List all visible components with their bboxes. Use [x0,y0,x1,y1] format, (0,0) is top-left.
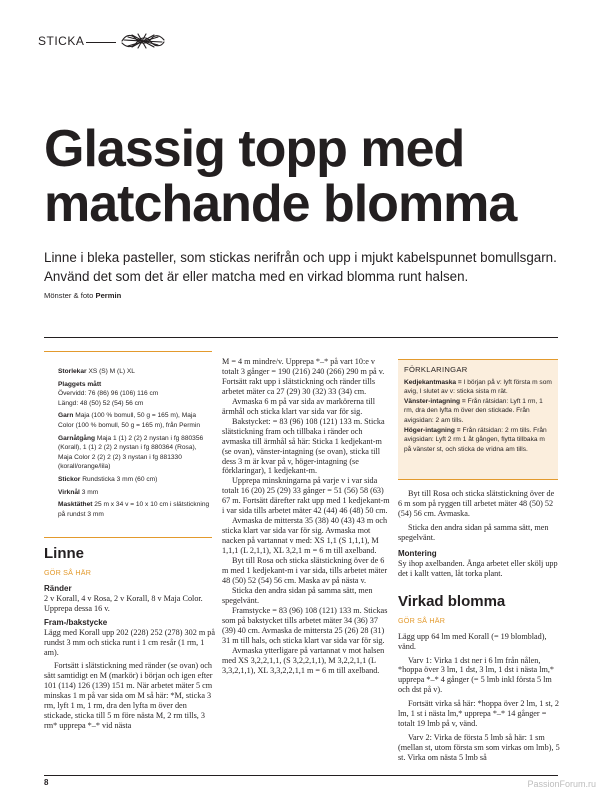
yarn-value: Maja (100 % bomull, 50 g = 165 m), Maja Color (100 % bomull, 50 g = 165 m), från Permin [58,412,201,429]
definitions-box [398,359,558,480]
needles-value: Rundsticka 3 mm (60 cm) [82,475,158,483]
watermark: PassionForum.ru [527,779,596,789]
linne-howto: GÖR SÅ HÄR [44,568,92,577]
size-label: Storlekar [58,368,87,375]
montering-text: Sy ihop axelbanden. Ånga arbetet eller skölj upp det i kallt vatten, låt torka plant. [398,558,558,578]
measure-label: Plaggets mått [58,380,102,388]
yarn-amount-value: Maja 1 (1) 2 (2) 2 nystan i fg 880356 (Korall), 1 (1) 2 (2) 2 nystan i fg 880364 (Rosa), Maja Color 2 (2) 2 (2) 3 nystan i fg 881330 (korall/orange/lila) [58,434,204,471]
definition-right-decrease: Höger-intagning = Från rätsidan: 2 rm tills. Från avigsidan: Lyft 2 rm 1 åt gången, flytta tillbaka m på vänster st, och sticka de vridna am tills. [404,426,547,453]
col2-paragraph-1: M = 4 m mindre/v. Upprepa *–* på vart 10:e v totalt 3 gånger = 190 (216) 240 (266) 290 m på v. Fortsätt rakt upp i slätstickning och ränder tills arbetet mäter ca 27 (29) 30 (32) 33 (34) cm. [222,357,385,396]
col2-paragraph-8: Framstycke = 83 (96) 108 (121) 133 m. Stickas som på bakstycket tills arbetet mäter 34 (36) 37 (39) 40 cm. Avmaska de mittersta 25 (26) 28 (31) 31 m till hals, och sticka klart var sida var för sig. [222,605,388,645]
size-value: XS (S) M (L) XL [88,368,135,375]
definition-edge-stitch: Kedjekantmaska = I början på v: lyft första m som avig, I slutet av v: sticka sista m rät. [404,378,552,396]
col2-paragraph-4: Upprepa minskningarna på varje v i var sida totalt 16 (20) 25 (29) 33 gånger = 51 (56) 58 (63) 67 m. Fortsätt därefter rakt upp med 1 kedjekant-m i var sida tills arbetet mäter 42 (44) 46 (48) 50 cm. [222,476,390,516]
section-label: STICKA [38,34,85,48]
linne-heading: Linne [44,545,84,562]
bottom-rule [44,775,558,776]
column-3 [398,489,560,767]
measure-bust: Övervidd: 76 (86) 96 (106) 116 cm [58,390,159,398]
col2-paragraph-7: Sticka den andra sidan på samma sätt, men spegelvänt. [222,585,373,605]
definition-left-decrease: Vänster-intagning = Från rätsidan: Lyft 1 rm, 1 rm, dra den lyfta m över den stickade. Från avigsidan: 2 am tills. [404,397,543,424]
flower-howto: GÖR SÅ HÄR [398,615,446,625]
yarn-amount-label: Garnåtgång [58,434,96,442]
flower-paragraph-3: Fortsätt virka så här: *hoppa över 2 lm, 1 st, 2 lm, 1 st i nästa lm,* upprepa *–* 14 gånger = totalt 19 lmb på v, vänd. [398,699,559,729]
top-rule [44,337,558,338]
col3-paragraph-2: Sticka den andra sidan på samma sätt, men spegelvänt. [398,522,549,542]
article-title: Glassig topp med matchande blomma [44,120,517,233]
stripes-text: 2 v Korall, 4 v Rosa, 2 v Korall, 8 v Maja Color. Upprepa dessa 16 v. [44,593,203,613]
spec-box [44,351,212,538]
col2-paragraph-6: Byt till Rosa och sticka slätstickning över de 6 m med 1 kedjekant-m i var sida, tills arbetet mäter 48 (50) 52 (54) 56 cm. Maska av på nästa v. [222,556,388,585]
needles-label: Stickor [58,475,81,483]
measure-length: Längd: 48 (50) 52 (54) 56 cm [58,399,144,407]
col2-paragraph-2: Avmaska 6 m på var sida av markörerna till ärmhål och sticka klart var sida var för sig. [222,396,376,416]
gauge-label: Masktäthet [58,501,93,509]
page-number: 8 [44,778,49,787]
yarn-skein-icon [118,28,168,54]
flower-heading: Virkad blomma [398,592,506,610]
credit-label: Mönster & foto [44,291,94,300]
credit-line [44,291,121,300]
flower-paragraph-2: Varv 1: Virka 1 dst ner i 6 lm från nålen, *hoppa över 3 lm, 1 dst, 3 lm, 1 dst i nästa lm,* upprepa *–* 4 gånger (= 5 lmb inkl första 5 lm och dst på v). [398,655,555,695]
column-linne [44,545,216,735]
gauge-value: 25 m x 34 v = 10 x 10 cm i slätstickning på rundst 3 mm [58,501,210,518]
hook-value: 3 mm [81,488,99,496]
front-paragraph-2: Fortsätt i slätstickning med ränder (se ovan) och sätt samtidigt en M (markör) i början och igen efter 101 (114) 126 (139) 151 m. När arbetet mäter 5 cm minskas 1 m på var sida om M så här: *M, sticka 3 rm, lyft 1 m, 1 rm, dra den lyfta m över den stickade, sticka till 5 m före nästa M, 2 rm tills, 3 rm* upprepa *–* vid nästa [44,661,213,730]
stripes-heading: Ränder [44,583,72,593]
column-2 [222,357,392,676]
col2-paragraph-5: Avmaska de mittersta 35 (38) 40 (43) 43 m och sticka klart var sida var för sig. Avmaska mot nacken på vartannat v med: XS 1,1 (S 1,1,1), M 1,1,1 (L 2,1,1), XL 3,2,1 m = 6 m till axelband. [222,516,388,556]
front-heading: Fram-/bakstycke [44,617,108,627]
credit-name: Permin [95,291,122,300]
montering-heading: Montering [398,548,437,558]
section-divider [86,42,116,43]
col2-paragraph-9: Avmaska ytterligare på vartannat v mot halsen med XS 3,2,2,1,1, (S 3,2,2,1,1), M 3,2,2,1,1 (L 3,3,2,1,1), XL 3,3,2,2,1,1 m = 6 m till axelband. [222,645,385,675]
col3-paragraph-1: Byt till Rosa och sticka slätstickning över de 6 m som på ryggen till arbetet mäter 48 (50) 52 (54) 56 cm. Avmaska. [398,489,555,518]
yarn-label: Garn [58,412,74,420]
flower-paragraph-1: Lägg upp 64 lm med Korall (= 19 blomblad), vänd. [398,631,547,651]
front-paragraph-1: Lägg med Korall upp 202 (228) 252 (278) 302 m på rundst 3 mm och sticka runt i 1 cm resår (1 rm, 1 am). [44,627,215,657]
hook-label: Virknål [58,488,80,496]
flower-paragraph-4: Varv 2: Virka de första 5 lmb så här: 1 sm (mellan st, utom första sm som virkas om lmb), 5 st. Virka om nästa 5 lmb så [398,733,560,763]
article-lead: Linne i bleka pasteller, som stickas nerifrån och upp i mjukt kabelspunnet bomullsgarn. Använd det som det är eller matcha med en virkad blomma runt halsen. [44,250,557,284]
col2-paragraph-3: Bakstycket: = 83 (96) 108 (121) 133 m. Sticka slätstickning fram och tillbaka i ränder och avmaska till ärmhål så här: Sticka 1 kedjekant-m (se ovan), vänster-intagning (se ovan), sticka till dess 3 m är kvar på v, höger-intagning (se förklaringar), 1 kedjekant-m. [222,416,385,476]
definitions-heading: FÖRKLARINGAR [404,365,468,374]
